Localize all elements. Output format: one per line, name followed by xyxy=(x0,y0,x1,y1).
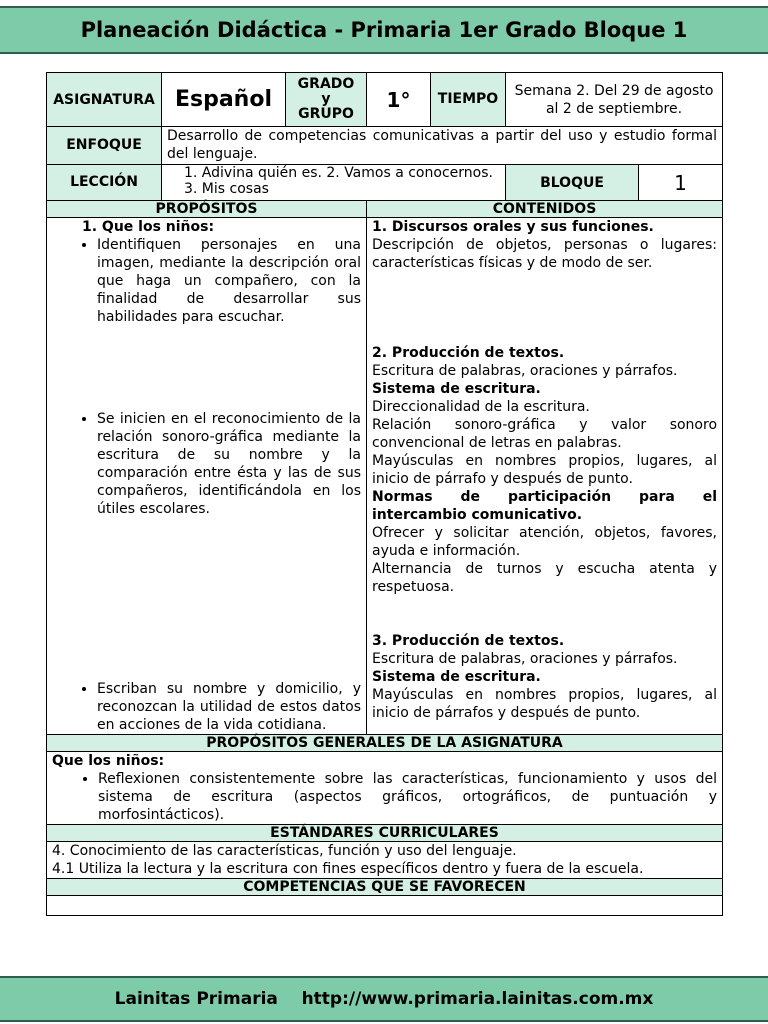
contenidos-block2-sub-title: Sistema de escritura. xyxy=(372,381,541,397)
propositos-intro: 1. Que los niños: xyxy=(82,219,215,235)
contenidos-block2-line: Direccionalidad de la escritura. xyxy=(372,399,590,415)
estandares-header-row xyxy=(47,825,723,842)
grado-label: GRADO y GRUPO xyxy=(286,73,367,127)
contenidos-block1-text: Descripción de objetos, personas o lugares: características físicas y de modo de ser. xyxy=(372,237,718,271)
bloque-label: BLOQUE xyxy=(506,165,639,201)
propositos-generales-intro: Que los niños: xyxy=(52,753,165,769)
competencias-header: COMPETENCIAS QUE SE FAVORECEN xyxy=(47,879,723,896)
enfoque-value: Desarrollo de competencias comunicativas a partir del uso y estudio formal del lenguaje. xyxy=(162,127,723,165)
propositos-header: PROPÓSITOS xyxy=(47,201,367,218)
contenidos-normas-title: Normas de participación para el intercambio comunicativo. xyxy=(372,489,718,523)
contenidos-block2-line: Mayúsculas en nombres propios, lugares, al inicio de párrafo y después de punto. xyxy=(372,453,718,487)
contenidos-cell xyxy=(367,218,723,735)
competencias-row xyxy=(47,896,723,916)
contenidos-block1-title: 1. Discursos orales y sus funciones. xyxy=(372,219,654,235)
contenidos-block3-title: 3. Producción de textos. xyxy=(372,633,565,649)
page-header-banner xyxy=(0,6,768,54)
competencias-cell xyxy=(47,896,723,916)
contenidos-header: CONTENIDOS xyxy=(367,201,723,218)
propositos-generales-header-row xyxy=(47,735,723,752)
footer-brand: Lainitas Primaria xyxy=(114,989,278,1009)
propositos-list-1 xyxy=(52,236,361,326)
contenidos-block3-sub-title: Sistema de escritura. xyxy=(372,669,541,685)
tiempo-value: Semana 2. Del 29 de agosto al 2 de septiembre. xyxy=(506,73,723,127)
contenidos-block2-line: Relación sonoro-gráfica y valor sonoro convencional de letras en palabras. xyxy=(372,417,718,451)
leccion-label: LECCIÓN xyxy=(47,165,162,201)
contenidos-block3-sub-text: Mayúsculas en nombres propios, lugares, al inicio de párrafos y después de punto. xyxy=(372,687,718,721)
estandares-row xyxy=(47,842,723,879)
propositos-generales-cell xyxy=(47,752,723,825)
section-header-row xyxy=(47,201,723,218)
info-row-leccion xyxy=(47,165,723,201)
lesson-plan-table xyxy=(46,72,723,916)
propositos-generales-item: • Reflexionen consistentemente sobre las características, funcionamiento y usos del sistema de escritura (aspectos gráficos, ortográficos, de puntuación y morfosintácticos). xyxy=(98,770,717,824)
estandar-line: 4.1 Utiliza la lectura y la escritura con fines específicos dentro y fuera de la escuela. xyxy=(52,861,644,877)
propositos-generales-row xyxy=(47,752,723,825)
proposito-item-2: • Se inicien en el reconocimiento de la relación sonoro-gráfica mediante la escritura de su nombre y la comparación entre ésta y las de sus compañeros, identificándola en los útiles escolares. xyxy=(97,410,361,518)
asignatura-label: ASIGNATURA xyxy=(47,73,162,127)
propositos-list-2 xyxy=(52,410,361,518)
grado-value: 1° xyxy=(367,73,431,127)
propositos-generales-list xyxy=(52,770,717,824)
enfoque-label: ENFOQUE xyxy=(47,127,162,165)
info-row-1 xyxy=(47,73,723,127)
leccion-value: 1. Adivina quién es. 2. Vamos a conocernos. 3. Mis cosas xyxy=(162,165,506,201)
contenidos-block2-title: 2. Producción de textos. xyxy=(372,345,565,361)
asignatura-value: Español xyxy=(162,73,286,127)
page-title: Planeación Didáctica - Primaria 1er Grado Bloque 1 xyxy=(80,18,688,42)
bloque-value: 1 xyxy=(639,165,723,201)
footer-url-link[interactable]: http://www.primaria.lainitas.com.mx xyxy=(301,989,654,1009)
contenidos-block2-text: Escritura de palabras, oraciones y párrafos. xyxy=(372,363,678,379)
info-row-enfoque xyxy=(47,127,723,165)
page-footer-banner xyxy=(0,976,768,1022)
competencias-header-row xyxy=(47,879,723,896)
tiempo-label: TIEMPO xyxy=(431,73,506,127)
estandares-header: ESTÁNDARES CURRICULARES xyxy=(47,825,723,842)
propositos-list-3 xyxy=(52,680,361,734)
estandares-cell xyxy=(47,842,723,879)
propositos-cell xyxy=(47,218,367,735)
contenidos-normas-line: Alternancia de turnos y escucha atenta y respetuosa. xyxy=(372,561,718,595)
estandar-line: 4. Conocimiento de las características, función y uso del lenguaje. xyxy=(52,843,517,859)
proposito-item-1: • Identifiquen personajes en una imagen, mediante la descripción oral que haga un compañero, con la finalidad de desarrollar sus habilidades para escuchar. xyxy=(97,236,361,326)
propositos-generales-header: PROPÓSITOS GENERALES DE LA ASIGNATURA xyxy=(47,735,723,752)
contenidos-block3-text: Escritura de palabras, oraciones y párrafos. xyxy=(372,651,678,667)
proposito-item-3: • Escriban su nombre y domicilio, y reconozcan la utilidad de estos datos en acciones de la vida cotidiana. xyxy=(97,680,361,734)
content-row xyxy=(47,218,723,735)
contenidos-normas-line: Ofrecer y solicitar atención, objetos, favores, ayuda e información. xyxy=(372,525,718,559)
